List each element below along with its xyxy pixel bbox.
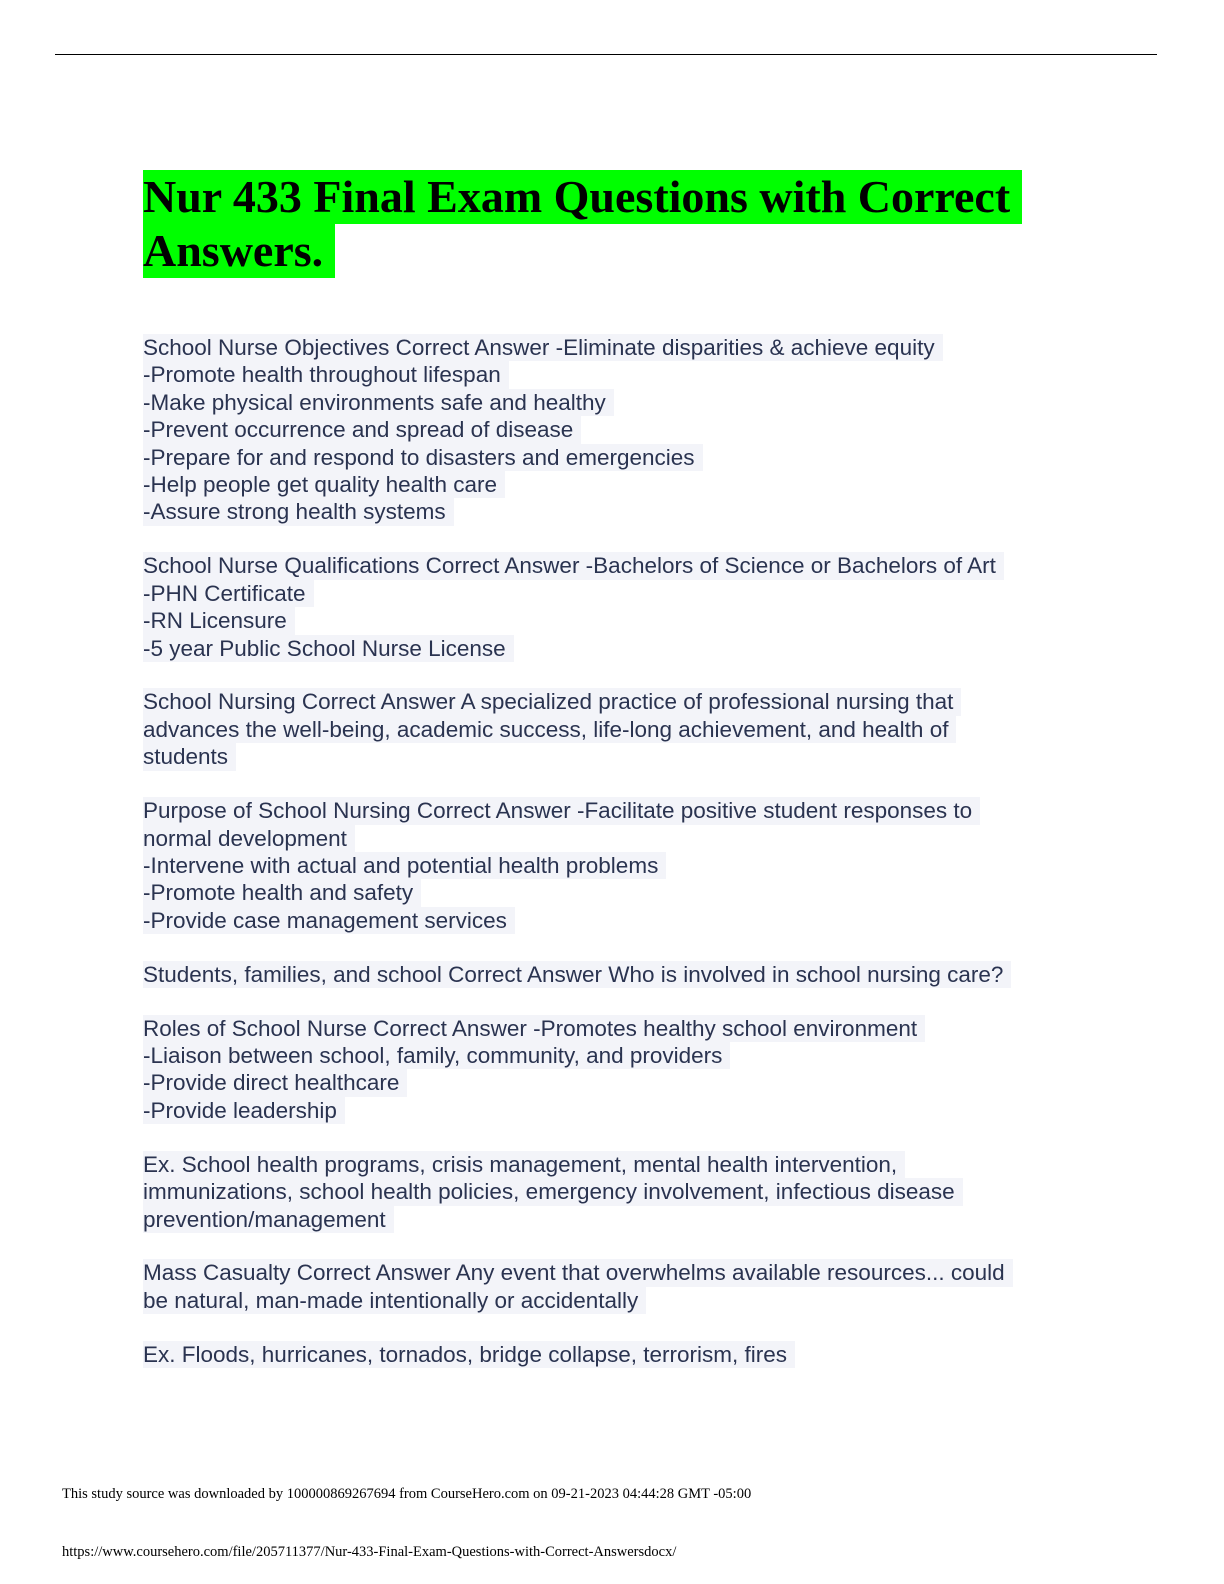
qa-line: advances the well-being, academic success, life-long achievement, and health of (143, 716, 956, 743)
qa-line: students (143, 743, 236, 770)
qa-line: School Nurse Objectives Correct Answer -Eliminate disparities & achieve equity (143, 334, 943, 361)
qa-line: Mass Casualty Correct Answer Any event that overwhelms available resources... could (143, 1259, 1013, 1286)
qa-block-mass-casualty (143, 1259, 1073, 1314)
qa-line: immunizations, school health policies, emergency involvement, infectious disease (143, 1178, 963, 1205)
qa-line: normal development (143, 825, 355, 852)
qa-line: -Provide leadership (143, 1097, 345, 1124)
qa-block-school-nurse-objectives (143, 334, 1073, 526)
qa-line: -Make physical environments safe and healthy (143, 389, 614, 416)
qa-block-school-nurse-qualifications (143, 552, 1073, 662)
qa-line: Purpose of School Nursing Correct Answer -Facilitate positive student responses to (143, 797, 980, 824)
qa-list (143, 334, 1073, 1395)
qa-line: Ex. School health programs, crisis management, mental health intervention, (143, 1151, 905, 1178)
qa-block-who-is-involved (143, 961, 1073, 988)
qa-line: be natural, man-made intentionally or accidentally (143, 1287, 646, 1314)
qa-line: prevention/management (143, 1206, 394, 1233)
qa-line: -Intervene with actual and potential health problems (143, 852, 666, 879)
download-source-note: This study source was downloaded by 100000869267694 from CourseHero.com on 09-21-2023 04:44:28 GMT -05:00 (62, 1486, 752, 1502)
qa-block-mass-casualty-examples (143, 1341, 1073, 1368)
qa-block-roles-of-school-nurse (143, 1015, 1073, 1125)
top-divider (55, 54, 1157, 55)
qa-line: -PHN Certificate (143, 580, 314, 607)
title-line: Answers. (143, 224, 335, 278)
qa-line: -Promote health and safety (143, 879, 421, 906)
qa-line: Ex. Floods, hurricanes, tornados, bridge collapse, terrorism, fires (143, 1341, 795, 1368)
qa-line: -Prepare for and respond to disasters and emergencies (143, 444, 703, 471)
qa-line: -Promote health throughout lifespan (143, 361, 509, 388)
qa-line: -RN Licensure (143, 607, 295, 634)
qa-line: Roles of School Nurse Correct Answer -Promotes healthy school environment (143, 1015, 925, 1042)
title-line: Nur 433 Final Exam Questions with Correct (143, 170, 1022, 224)
qa-line: Students, families, and school Correct Answer Who is involved in school nursing care? (143, 961, 1011, 988)
qa-line: -Assure strong health systems (143, 498, 454, 525)
qa-line: -Liaison between school, family, community, and providers (143, 1042, 730, 1069)
qa-line: School Nursing Correct Answer A specialized practice of professional nursing that (143, 688, 961, 715)
qa-line: -5 year Public School Nurse License (143, 635, 514, 662)
qa-line: -Prevent occurrence and spread of disease (143, 416, 581, 443)
qa-line: -Provide case management services (143, 907, 515, 934)
qa-line: -Provide direct healthcare (143, 1069, 407, 1096)
source-url: https://www.coursehero.com/file/205711377/Nur-433-Final-Exam-Questions-with-Correct-Answersdocx/ (62, 1544, 677, 1560)
document-title (143, 170, 1063, 278)
qa-block-school-nurse-examples (143, 1151, 1073, 1233)
qa-block-purpose-of-school-nursing (143, 797, 1073, 934)
qa-line: School Nurse Qualifications Correct Answer -Bachelors of Science or Bachelors of Art (143, 552, 1004, 579)
qa-block-school-nursing (143, 688, 1073, 770)
qa-line: -Help people get quality health care (143, 471, 505, 498)
